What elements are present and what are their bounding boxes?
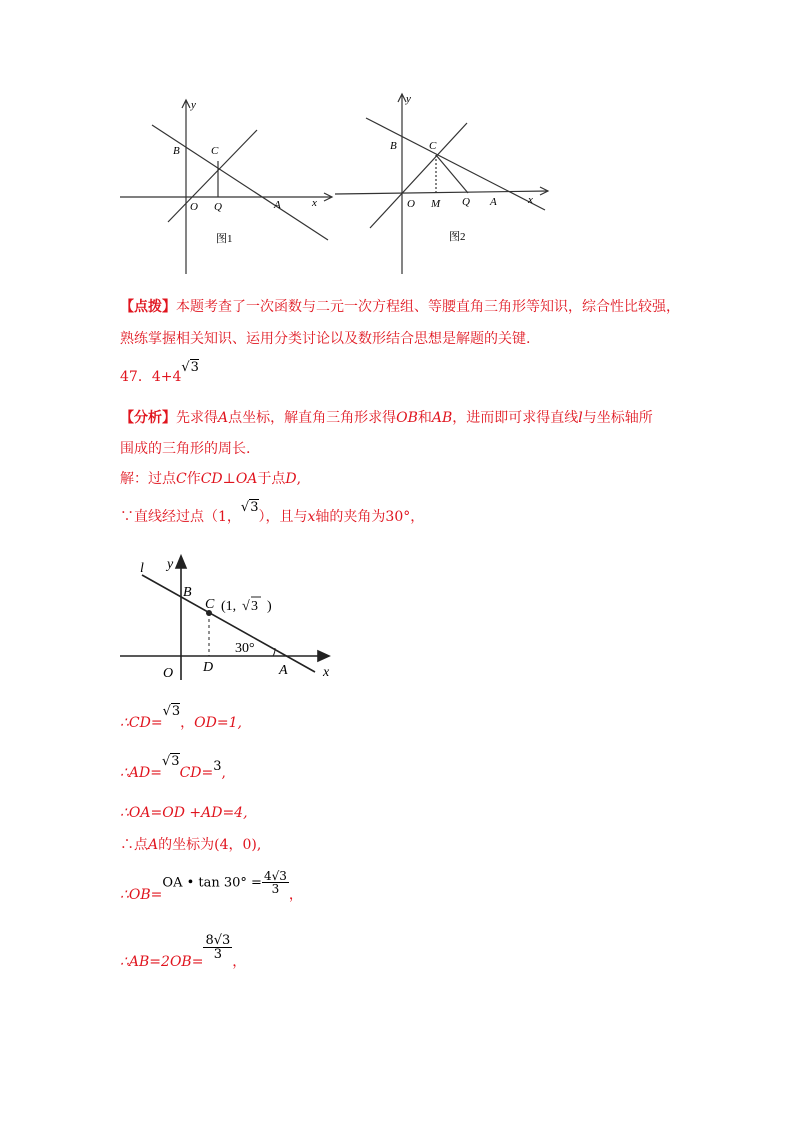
step-6-fraction — [203, 934, 232, 961]
solution-var-d: D — [285, 471, 297, 487]
analysis-text-a: 先求得 — [176, 410, 218, 426]
figure-2-label-o: O — [407, 198, 415, 210]
comment-text-1: 本题考查了一次函数与二元一次方程组、等腰直角三角形等知识，综合性比较强， — [176, 299, 680, 315]
figure-2 — [330, 88, 555, 278]
step-5-text-b: ， — [288, 886, 303, 903]
step-1-text-a: ∴CD= — [120, 715, 163, 731]
solution-line-1 — [120, 472, 301, 486]
figure-3-label-b: B — [183, 585, 192, 600]
figure-3-label-l: l — [140, 561, 144, 576]
figure-3-point-text: (1, — [221, 599, 237, 614]
step-1: ∴CD=√3，OD=1, — [120, 704, 242, 731]
analysis-var-l: l — [578, 410, 583, 426]
step-4-text-a: ∴点 — [120, 837, 148, 853]
solution-line-2-sqrt: 3 — [250, 500, 259, 515]
step-6-denominator: 3 — [213, 947, 222, 962]
comment-tag: 【点拨】 — [120, 299, 176, 315]
analysis-line-2: 围成的三角形的周长. — [120, 441, 251, 457]
comment-line-1 — [120, 300, 680, 314]
solution-var-c: C — [176, 471, 187, 487]
figure-2-segment-cq — [436, 155, 468, 193]
step-4 — [120, 838, 261, 852]
figure-3-x-arrow — [318, 651, 329, 661]
solution-text-a: 解：过点 — [120, 471, 176, 487]
solution-var-cd: CD⊥OA — [200, 471, 258, 487]
step-2-text-d: , — [221, 765, 226, 781]
step-4-text-b: 的坐标为(4，0), — [158, 837, 262, 853]
figure-2-x-axis — [335, 191, 548, 194]
analysis-text-c: 和 — [417, 410, 432, 426]
step-6 — [120, 933, 247, 970]
question-number: 47． — [120, 369, 152, 385]
figure-2-label-m: M — [431, 198, 441, 210]
solution-line-2-var-x: x — [307, 509, 316, 525]
figure-1-line-ab — [152, 125, 328, 240]
step-5-text-a: ∴OB= — [120, 886, 163, 903]
figure-3-point-sqrt: 3 — [251, 599, 258, 614]
step-5-denominator: 3 — [271, 882, 280, 896]
figure-3-label-d: D — [203, 660, 214, 675]
figure-2-label-q: Q — [462, 196, 470, 208]
figure-1-label-o: O — [190, 201, 198, 213]
figure-1-label-q: Q — [214, 201, 222, 213]
figure-1-label-a: A — [274, 199, 281, 211]
solution-line-2-text-a: ∵直线经过点（1， — [120, 509, 241, 525]
solution-line-2-text-b: ），且与 — [258, 509, 308, 525]
step-6-numerator: 8√3 — [205, 933, 231, 948]
figure-2-label-a: A — [490, 196, 497, 208]
figure-3-label-x: x — [323, 665, 330, 680]
analysis-text-e: 与坐标轴所 — [582, 410, 653, 426]
step-1-text-b: ， — [180, 715, 195, 731]
step-5-fraction — [262, 870, 289, 895]
figure-2-line-ab — [366, 118, 545, 210]
step-5 — [120, 869, 303, 903]
figure-3 — [115, 550, 345, 685]
figure-3-y-arrow — [176, 556, 186, 568]
figure-1 — [110, 92, 340, 277]
figure-3-label-a: A — [279, 663, 288, 678]
figure-3-label-c: C — [205, 597, 215, 612]
comment-text-2: 熟练掌握相关知识、运用分类讨论以及数形结合思想是解题的关键. — [120, 331, 531, 347]
solution-line-2: ∵直线经过点（1，√3），且与x轴的夹角为30°， — [120, 500, 425, 525]
step-2-sqrt: 3 — [171, 754, 180, 769]
step-5-expression: OA • tan 30° = — [162, 875, 262, 891]
step-1-sqrt: 3 — [171, 704, 181, 719]
step-2-text-a: ∴AD= — [120, 765, 162, 781]
step-2-text-b: CD= — [179, 765, 214, 781]
step-2: ∴AD=√3CD=3, — [120, 754, 226, 781]
figure-2-y-label: y — [406, 93, 411, 105]
figure-3-point-sqrt-sign: √ — [242, 599, 250, 614]
figure-1-x-label: x — [312, 197, 317, 209]
figure-3-line-l — [142, 575, 315, 672]
solution-text-d: , — [296, 471, 302, 487]
question-47: 47．4+4√3 — [120, 360, 199, 385]
figure-3-label-o: O — [163, 666, 174, 681]
analysis-text-b: 点坐标，解直角三角形求得 — [228, 410, 397, 426]
analysis-var-ab: AB — [431, 410, 453, 426]
step-1-text-c: OD=1, — [194, 715, 242, 731]
figure-3-point-close: ) — [267, 599, 272, 614]
analysis-tag: 【分析】 — [120, 410, 176, 426]
figure-3-label-y: y — [167, 557, 174, 572]
analysis-line-1 — [120, 411, 653, 425]
figure-1-y-label: y — [191, 99, 196, 111]
step-3: ∴OA=OD +AD=4, — [120, 805, 248, 821]
solution-text-b: 作 — [186, 471, 201, 487]
figure-3-angle-label: 30° — [235, 641, 255, 656]
figure-2-x-label: x — [528, 194, 533, 206]
step-6-text-b: ， — [232, 953, 247, 970]
analysis-var-ob: OB — [396, 410, 418, 426]
figure-1-label-b: B — [173, 145, 180, 157]
analysis-text-d: ，进而即可求得直线 — [452, 410, 579, 426]
solution-text-c: 于点 — [257, 471, 286, 487]
figure-2-line-oc — [370, 123, 467, 228]
step-4-var-a: A — [148, 837, 159, 853]
answer-sqrt: 3 — [190, 360, 199, 375]
figure-1-label-c: C — [211, 145, 219, 157]
step-2-value: 3 — [213, 759, 222, 774]
step-6-text-a: ∴AB=2OB= — [120, 953, 204, 970]
question-answer: 4+4 — [151, 369, 182, 385]
figure-2-label-b: B — [390, 140, 397, 152]
analysis-var-a: A — [218, 410, 229, 426]
figure-1-caption: 图1 — [216, 233, 233, 245]
solution-line-2-text-c: 轴的夹角为30°， — [315, 509, 425, 525]
step-5-numerator: 4√3 — [263, 869, 287, 883]
figure-2-label-c: C — [429, 140, 437, 152]
figure-2-caption: 图2 — [449, 231, 466, 243]
